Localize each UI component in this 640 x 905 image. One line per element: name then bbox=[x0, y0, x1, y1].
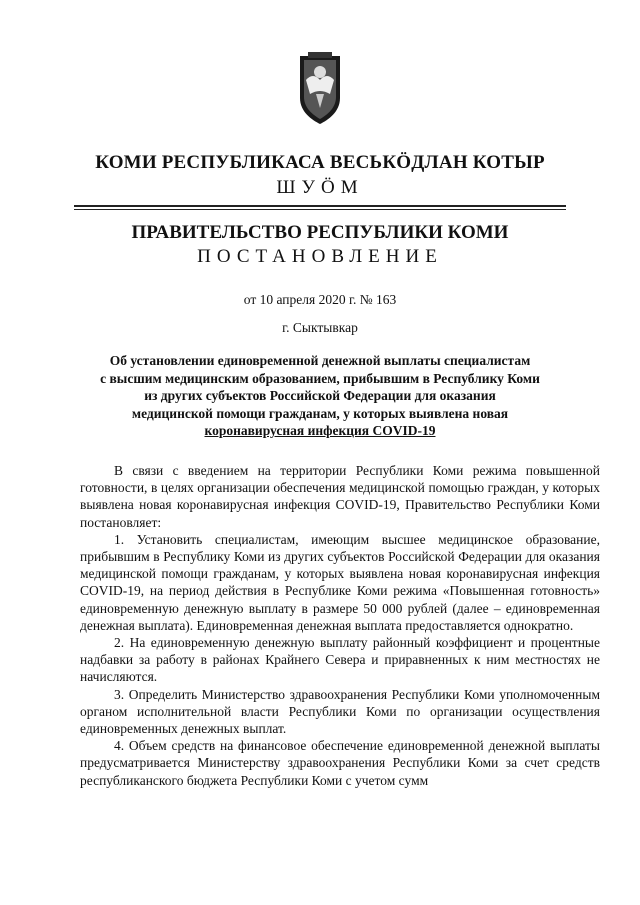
komi-gov-heading: КОМИ РЕСПУБЛИКАСА ВЕСЬКӦДЛАН КОТЫР bbox=[95, 152, 545, 173]
title-line: медицинской помощи гражданам, у которых выявлена новая bbox=[131, 405, 509, 421]
header-divider-thin bbox=[74, 209, 566, 210]
body-paragraph-2: 2. На единовременную денежную выплату районный коэффициент и процентные надбавки за работу в районах Крайнего Севера и приравненных к ним местностях не начисляются. bbox=[80, 635, 600, 685]
shuom-heading: ШУӦМ bbox=[276, 177, 364, 198]
postanovlenie-heading: ПОСТАНОВЛЕНИЕ bbox=[197, 246, 443, 267]
coat-of-arms-icon bbox=[294, 50, 346, 126]
resolution-body bbox=[80, 462, 600, 789]
body-paragraph-4: 4. Объем средств на финансовое обеспечение единовременной денежной выплаты предусматривается Министерству здравоохранения Республики Коми за счет средств республиканского бюджета Республики Коми с учетом сумм bbox=[80, 738, 600, 788]
body-paragraph-1: 1. Установить специалистам, имеющим высшее медицинское образование, прибывшим в Республику Коми из других субъектов Российской Федерации для оказания медицинской помощи гражданам, у которых выявлена новая коронавирусная инфекция COVID-19, на период действия в Республике Коми режима «Повышенная готовность» единовременную денежную выплату в размере 50 000 рублей (далее – единовременная денежная выплата). Единовременная денежная выплата предоставляется однократно. bbox=[80, 531, 600, 633]
resolution-title bbox=[80, 352, 560, 440]
body-paragraph-preamble: В связи с введением на территории Республики Коми режима повышенной готовности, в целях организации обеспечения медицинской помощью граждан, у которых выявлена новая коронавирусная инфекция COVID-19, Правительство Республики Коми постановляет: bbox=[80, 463, 600, 530]
title-line: из других субъектов Российской Федерации для оказания bbox=[144, 388, 496, 404]
title-line: с высшим медицинским образованием, прибывшим в Республику Коми bbox=[100, 370, 540, 386]
title-line: Об установлении единовременной денежной выплаты специалистам bbox=[109, 353, 531, 368]
russian-gov-heading: ПРАВИТЕЛЬСТВО РЕСПУБЛИКИ КОМИ bbox=[131, 222, 509, 243]
document-city: г. Сыктывкар bbox=[282, 320, 358, 335]
document-date-number: от 10 апреля 2020 г. № 163 bbox=[243, 292, 397, 307]
title-line: коронавирусная инфекция COVID-19 bbox=[204, 423, 436, 439]
header-divider-thick bbox=[74, 205, 566, 207]
body-paragraph-3: 3. Определить Министерство здравоохранения Республики Коми уполномоченным органом исполнительной власти Республики Коми по организации осуществления единовременных денежных выплат. bbox=[80, 686, 600, 737]
